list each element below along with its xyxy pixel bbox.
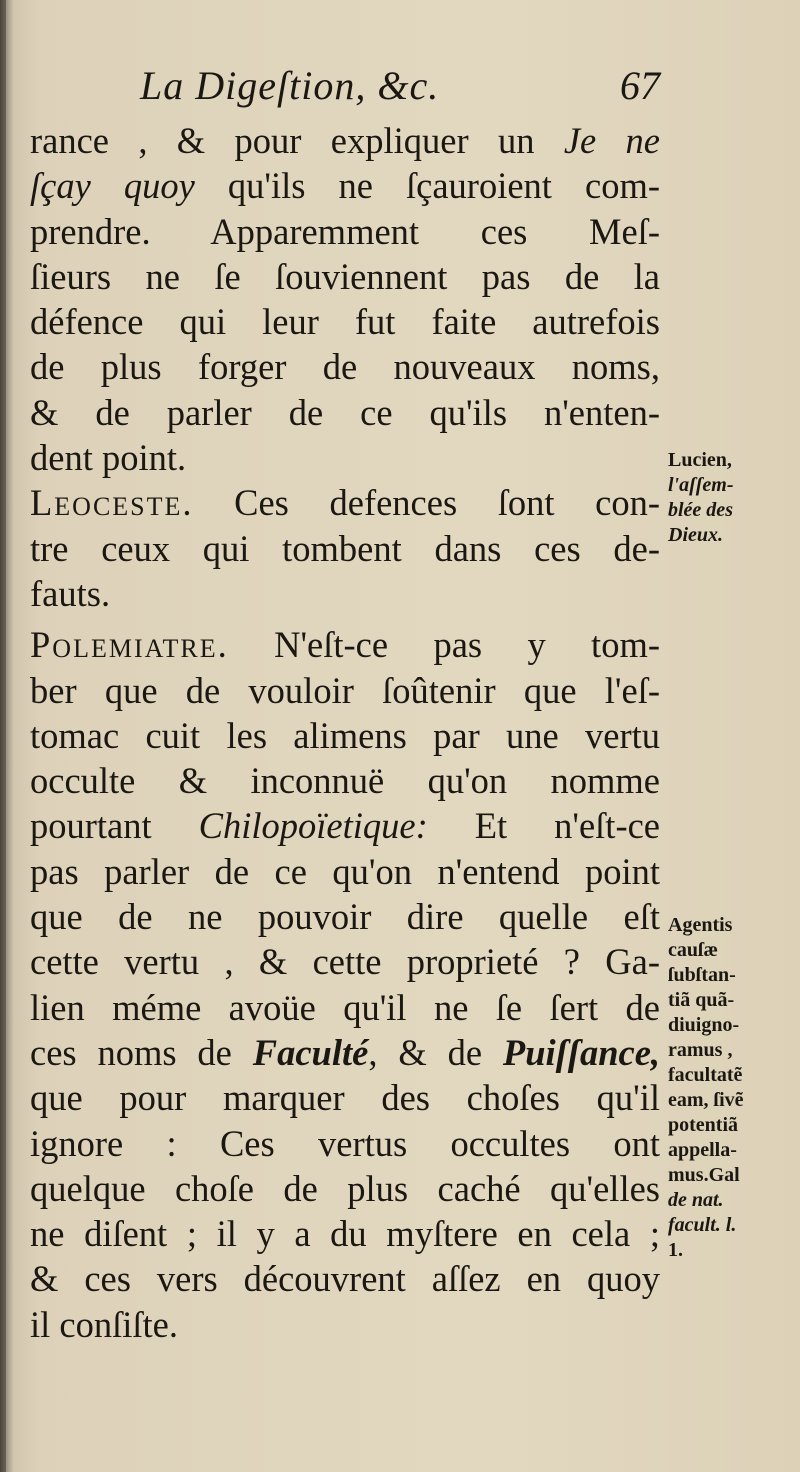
body-text <box>30 118 660 1347</box>
text-line: il conſiſte. <box>30 1303 178 1345</box>
text-line: ber que de vouloir ſoûtenir que l'eſ- <box>30 669 660 711</box>
text-line: cette vertu , & cette proprieté ? Ga- <box>30 941 660 983</box>
running-title: La Digeſtion, &c. <box>140 63 440 108</box>
text-line: occulte & inconnuë qu'on nomme <box>30 760 660 802</box>
text-line: que de ne pouvoir dire quelle eſt <box>30 896 660 938</box>
speaker-name: Leoceste. <box>30 482 194 524</box>
text-line: ignore : Ces vertus occultes ont <box>30 1122 660 1164</box>
text-line: & de parler de ce qu'ils n'enten- <box>30 391 660 433</box>
text-line: ces noms de Faculté, & de Puiſſance, <box>30 1031 661 1073</box>
text-line: ſçay quoy qu'ils ne ſçauroient com- <box>30 165 660 207</box>
text-line: tomac cuit les alimens par une vertu <box>30 714 660 756</box>
text-line: dent point. <box>30 437 187 479</box>
text-line: tre ceux qui tombent dans ces de- <box>30 527 660 569</box>
speaker-line: Polemiatre. N'eſt-ce pas y tom- <box>30 624 660 666</box>
text-line: & ces vers découvrent aſſez en quoy <box>30 1258 660 1300</box>
page-gutter <box>0 0 6 1472</box>
speaker-line: Leoceste. Ces defences ſont con- <box>30 482 660 524</box>
text-line: lien méme avoüe qu'il ne ſe ſert de <box>30 986 660 1028</box>
text-line: ſieurs ne ſe ſouviennent pas de la <box>30 255 660 297</box>
text-line: que pour marquer des choſes qu'il <box>30 1077 660 1119</box>
text-line: de plus forger de nouveaux noms, <box>30 346 660 388</box>
text-line: ne diſent ; il y a du myſtere en cela ; <box>30 1213 660 1255</box>
page-number: 67 <box>620 63 660 108</box>
page-header <box>140 58 660 118</box>
speaker-name: Polemiatre. <box>30 624 229 666</box>
margin-note-lucien: Lucien, l'aſſem- blée des Dieux. <box>668 449 734 546</box>
text-line: défence qui leur fut faite autrefois <box>30 301 660 343</box>
text-line: prendre. Apparemment ces Meſ- <box>30 210 660 252</box>
text-line: pas parler de ce qu'on n'entend point <box>30 850 660 892</box>
text-line: quelque choſe de plus caché qu'elles <box>30 1167 660 1209</box>
text-line: pourtant Chilopoïetique: Et n'eſt-ce <box>30 805 660 847</box>
text-line: fauts. <box>30 572 111 614</box>
margin-note-galen: Agentis cauſæ ſubſtan- tiã quã- diuigno- ramus , facultatẽ eam, ſivẽ potentiã appella- mus.Gal de nat. facult. l. 1. <box>668 914 744 1261</box>
text-line: rance , & pour expliquer un Je ne <box>30 120 661 161</box>
